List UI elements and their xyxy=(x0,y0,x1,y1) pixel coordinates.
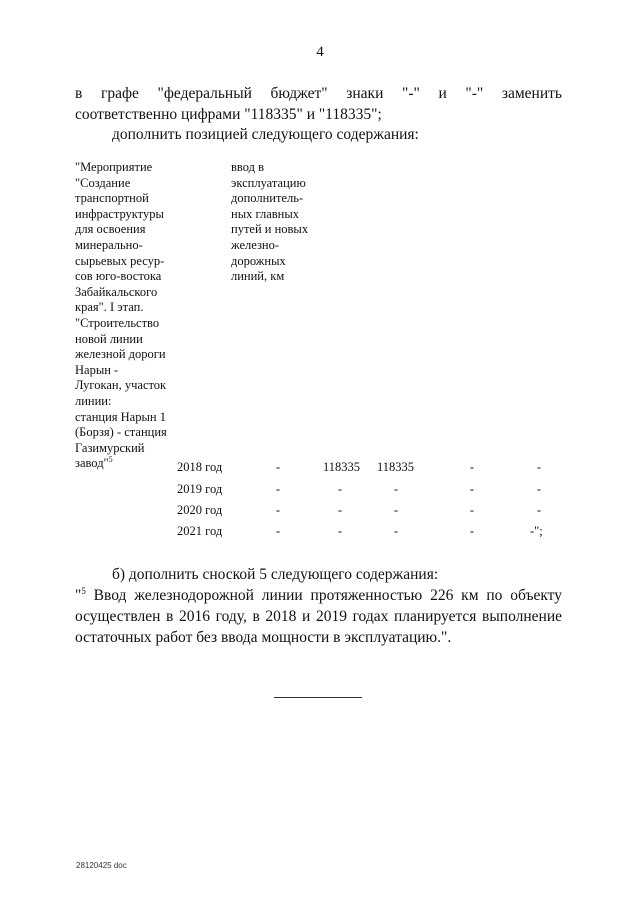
value-cell: - xyxy=(469,524,475,538)
value-cell: - xyxy=(393,524,399,538)
value-cell: - xyxy=(469,503,475,517)
value-cell: - xyxy=(536,482,542,496)
footnote-mark: 5 xyxy=(81,585,86,596)
table-row-2021 xyxy=(0,524,640,544)
measure-title-line: (Борзя) - станция xyxy=(75,425,167,440)
measure-title-line: "Создание xyxy=(75,175,131,190)
value-cell: - xyxy=(337,524,343,538)
measure-title-line: станция Нарын 1 xyxy=(75,409,166,424)
footnote-text xyxy=(75,585,562,648)
footnote-mark: 5 xyxy=(108,455,113,465)
value-cell: 118335 xyxy=(377,460,415,474)
measure-unit-line: линий, км xyxy=(231,269,285,284)
measure-title-line: "Строительство xyxy=(75,315,160,330)
paragraph-line: соответственно цифрами "118335" и "118335"; xyxy=(75,106,382,123)
measure-title-line: Лугокан, участок xyxy=(75,378,167,393)
paragraph-add-position: дополнить позицией следующего содержания: xyxy=(112,126,419,143)
value-cell: - xyxy=(393,503,399,517)
page-number: 4 xyxy=(316,44,324,60)
paragraph-line: остаточных работ без ввода мощности в эксплуатацию.". xyxy=(75,629,452,646)
measure-unit-line: ных главных xyxy=(231,206,299,221)
footnote-line-text: Ввод железнодорожной линии протяженностью 226 км по объекту xyxy=(93,587,562,604)
paragraph-line: осуществлен в 2016 году, в 2018 и 2019 годах планируется выполнение xyxy=(75,608,562,625)
measure-title-line: края". I этап. xyxy=(75,300,144,315)
year-cell: 2020 год xyxy=(177,503,223,517)
paragraph-line xyxy=(75,585,562,606)
paragraph-add-footnote: б) дополнить сноской 5 следующего содержания: xyxy=(112,566,439,583)
measure-title-line: сов юго-востока xyxy=(75,269,162,284)
measure-unit-line: дополнитель- xyxy=(231,191,304,206)
value-cell: - xyxy=(536,503,542,517)
value-cell: - xyxy=(337,482,343,496)
measure-title-line: железной дороги xyxy=(75,347,166,362)
measure-title-line: Нарын - xyxy=(75,362,119,377)
value-cell: - xyxy=(469,482,475,496)
paragraph-replace-signs xyxy=(75,83,562,125)
table-row-2018 xyxy=(0,460,640,480)
measure-title-text: завод" xyxy=(75,456,109,471)
measure-unit-line: дорожных xyxy=(231,253,286,268)
measure-title-line: новой линии xyxy=(75,331,143,346)
measure-title-line: минерально- xyxy=(75,237,143,252)
value-cell: - xyxy=(275,460,281,474)
measure-unit-line: ввод в xyxy=(231,160,264,174)
year-cell: 2018 год xyxy=(177,460,223,474)
table-row-2020 xyxy=(0,503,640,523)
measure-unit xyxy=(231,160,308,285)
value-cell: - xyxy=(275,524,281,538)
measure-title-line: сырьевых ресур- xyxy=(75,253,165,268)
measure-title-line: инфраструктуры xyxy=(75,206,164,221)
measure-title-line: линии: xyxy=(75,393,112,408)
value-cell: - xyxy=(469,460,475,474)
value-cell: -"; xyxy=(530,524,543,538)
measure-title xyxy=(75,160,167,472)
value-cell: 118335 xyxy=(323,460,361,474)
year-cell: 2021 год xyxy=(177,524,223,538)
value-cell: - xyxy=(275,482,281,496)
measure-title-line: Газимурский xyxy=(75,440,145,455)
value-cell: - xyxy=(337,503,343,517)
year-cell: 2019 год xyxy=(177,482,223,496)
measure-title-line: Забайкальского xyxy=(75,284,158,299)
measure-title-line: "Мероприятие xyxy=(75,160,153,174)
measure-unit-line: железно- xyxy=(231,237,279,252)
document-code: 28120425 doc xyxy=(76,861,127,870)
separator-line xyxy=(274,697,362,698)
value-cell: - xyxy=(393,482,399,496)
measure-title-line: для освоения xyxy=(75,222,146,237)
paragraph-line: в графе "федеральный бюджет" знаки "-" и "-" заменить xyxy=(75,85,562,102)
measure-unit-line: путей и новых xyxy=(231,222,309,237)
value-cell: - xyxy=(275,503,281,517)
value-cell: - xyxy=(536,460,542,474)
open-quote: " xyxy=(75,587,82,604)
table-row-2019 xyxy=(0,482,640,502)
measure-title-line: транспортной xyxy=(75,191,149,206)
measure-unit-line: эксплуатацию xyxy=(231,175,306,190)
